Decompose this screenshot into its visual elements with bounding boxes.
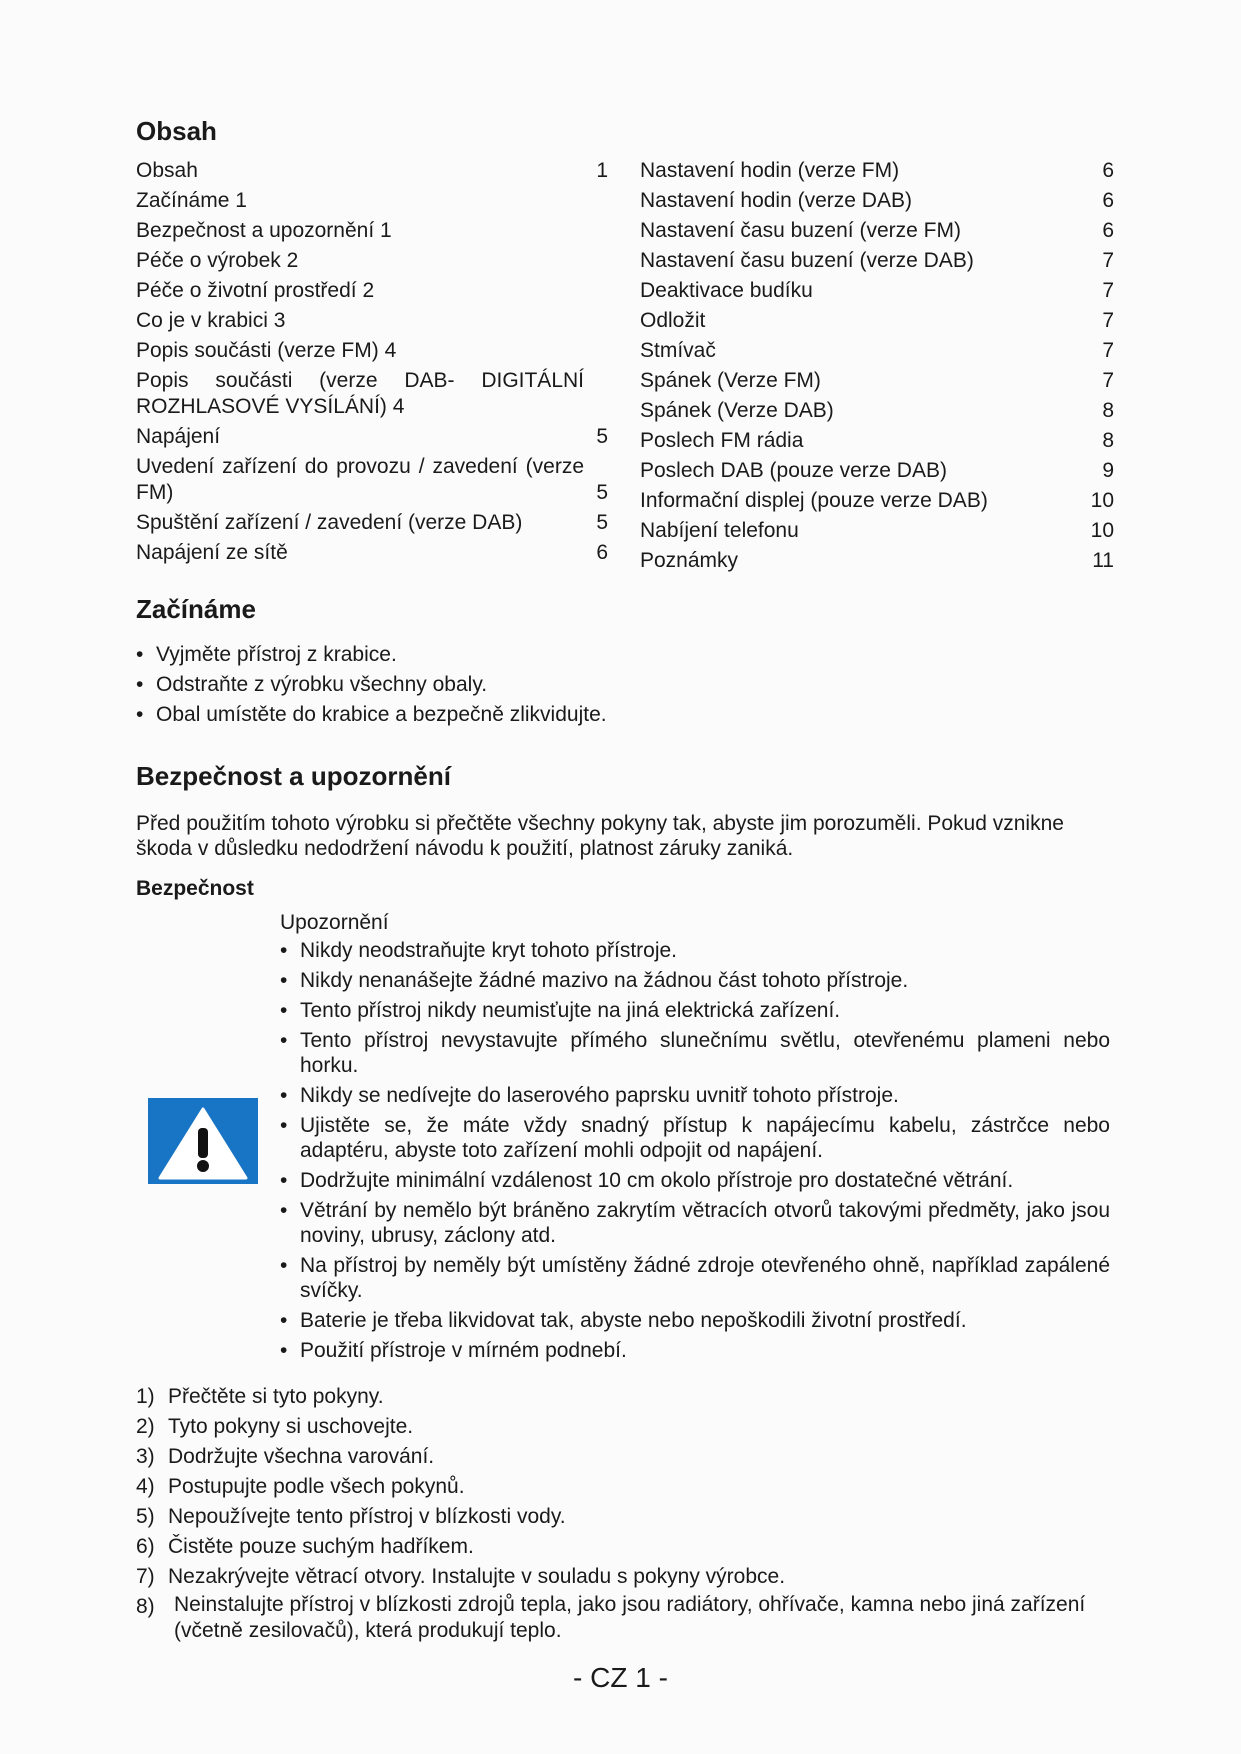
list-item: 8) Neinstalujte přístroj v blízkosti zdrojů tepla, jako jsou radiátory, ohřívače, kamna nebo jiná zařízení (včetně zesilovačů), která produkují teplo. xyxy=(136,1593,1086,1642)
warning-title: Upozornění xyxy=(280,911,389,934)
list-item: 2) Tyto pokyny si uschovejte. xyxy=(136,1415,414,1438)
list-item: • Baterie je třeba likvidovat tak, abyste nebo nepoškodili životní prostředí. xyxy=(280,1308,1110,1333)
toc-entry: Stmívač 7 xyxy=(640,339,1114,362)
list-item: • Použití přístroje v mírném podnebí. xyxy=(280,1338,1110,1363)
toc-entry: Péče o výrobek 2 xyxy=(136,249,299,272)
toc-left-column xyxy=(136,156,608,568)
toc-entry: Nastavení času buzení (verze DAB) 7 xyxy=(640,249,1114,272)
list-item: • Odstraňte z výrobku všechny obaly. xyxy=(136,670,607,700)
toc-entry: Obsah 1 xyxy=(136,159,608,182)
toc-entry: Spánek (Verze FM) 7 xyxy=(640,369,1114,392)
toc-entry: Deaktivace budíku 7 xyxy=(640,279,1114,302)
toc-entry: Bezpečnost a upozornění 1 xyxy=(136,219,392,242)
toc-entry: Poznámky 11 xyxy=(640,549,1114,572)
list-item: 4) Postupujte podle všech pokynů. xyxy=(136,1475,465,1498)
page-number: - CZ 1 - xyxy=(573,1662,668,1693)
instructions-list xyxy=(136,1382,1111,1644)
start-list xyxy=(136,640,607,730)
list-item: • Dodržujte minimální vzdálenost 10 cm okolo přístroje pro dostatečné větrání. xyxy=(280,1168,1110,1193)
safety-subheading: Bezpečnost xyxy=(136,877,254,900)
list-item: • Ujistěte se, že máte vždy snadný přístup k napájecímu kabelu, zástrčce nebo adaptéru, abyste toto zařízení mohli odpojit od napájení. xyxy=(280,1113,1110,1163)
list-item: • Na přístroj by neměly být umístěny žádné zdroje otevřeného ohně, například zapálené svíčky. xyxy=(280,1253,1110,1303)
toc-entry: Informační displej (pouze verze DAB) 10 xyxy=(640,489,1114,512)
list-item: • Tento přístroj nikdy neumisťujte na jiná elektrická zařízení. xyxy=(280,998,1110,1023)
toc-entry: Spánek (Verze DAB) 8 xyxy=(640,399,1114,422)
list-item: • Nikdy se nedívejte do laserového paprsku uvnitř tohoto přístroje. xyxy=(280,1083,1110,1108)
toc-entry: Péče o životní prostředí 2 xyxy=(136,279,375,302)
toc-entry: Co je v krabici 3 xyxy=(136,309,286,332)
list-item: 6) Čistěte pouze suchým hadříkem. xyxy=(136,1535,474,1558)
list-item: • Nikdy nenanášejte žádné mazivo na žádnou část tohoto přístroje. xyxy=(280,968,1110,993)
toc-entry: Nastavení hodin (verze DAB) 6 xyxy=(640,189,1114,212)
toc-entry: Začínáme 1 xyxy=(136,189,247,212)
list-item: • Větrání by nemělo být bráněno zakrytím větracích otvorů takovými předměty, jako jsou noviny, ubrusy, záclony atd. xyxy=(280,1198,1110,1248)
toc-entry: Popis součásti (verze DAB- DIGITÁLNÍ ROZHLASOVÉ VYSÍLÁNÍ) 4 xyxy=(136,369,584,418)
toc-heading: Obsah xyxy=(136,116,217,146)
list-item: • Obal umístěte do krabice a bezpečně zlikvidujte. xyxy=(136,700,607,730)
list-item: 1) Přečtěte si tyto pokyny. xyxy=(136,1385,384,1408)
warning-list xyxy=(280,938,1110,1363)
safety-intro: Před použitím tohoto výrobku si přečtěte všechny pokyny tak, abyste jim porozuměli. Pokud vznikne škoda v důsledku nedodržení návodu k použití, platnost záruky zaniká. xyxy=(136,812,1064,860)
list-item: • Nikdy neodstraňujte kryt tohoto přístroje. xyxy=(280,938,1110,963)
toc-entry: Napájení 5 xyxy=(136,425,608,448)
list-item: 5) Nepoužívejte tento přístroj v blízkosti vody. xyxy=(136,1505,566,1528)
list-item: • Tento přístroj nevystavujte přímého slunečnímu světlu, otevřenému plameni nebo horku. xyxy=(280,1028,1110,1078)
warning-icon xyxy=(148,1098,258,1184)
toc-entry: Popis součásti (verze FM) 4 xyxy=(136,339,397,362)
start-heading: Začínáme xyxy=(136,594,256,624)
list-item: • Vyjměte přístroj z krabice. xyxy=(136,640,607,670)
toc-right-column xyxy=(640,156,1114,576)
warning-block xyxy=(280,908,1110,1368)
toc-entry: Poslech FM rádia 8 xyxy=(640,429,1114,452)
toc-entry: Nastavení času buzení (verze FM) 6 xyxy=(640,219,1114,242)
toc-entry: Nabíjení telefonu 10 xyxy=(640,519,1114,542)
toc-entry: Uvedení zařízení do provozu / zavedení (verze FM) 5 xyxy=(136,455,608,504)
list-item: 3) Dodržujte všechna varování. xyxy=(136,1445,435,1468)
toc-entry: Napájení ze sítě 6 xyxy=(136,541,608,564)
toc-entry: Poslech DAB (pouze verze DAB) 9 xyxy=(640,459,1114,482)
safety-heading: Bezpečnost a upozornění xyxy=(136,761,451,791)
toc-entry: Nastavení hodin (verze FM) 6 xyxy=(640,159,1114,182)
toc-entry: Spuštění zařízení / zavedení (verze DAB) 5 xyxy=(136,511,608,534)
list-item: 7) Nezakrývejte větrací otvory. Instalujte v souladu s pokyny výrobce. xyxy=(136,1565,786,1588)
toc-entry: Odložit 7 xyxy=(640,309,1114,332)
